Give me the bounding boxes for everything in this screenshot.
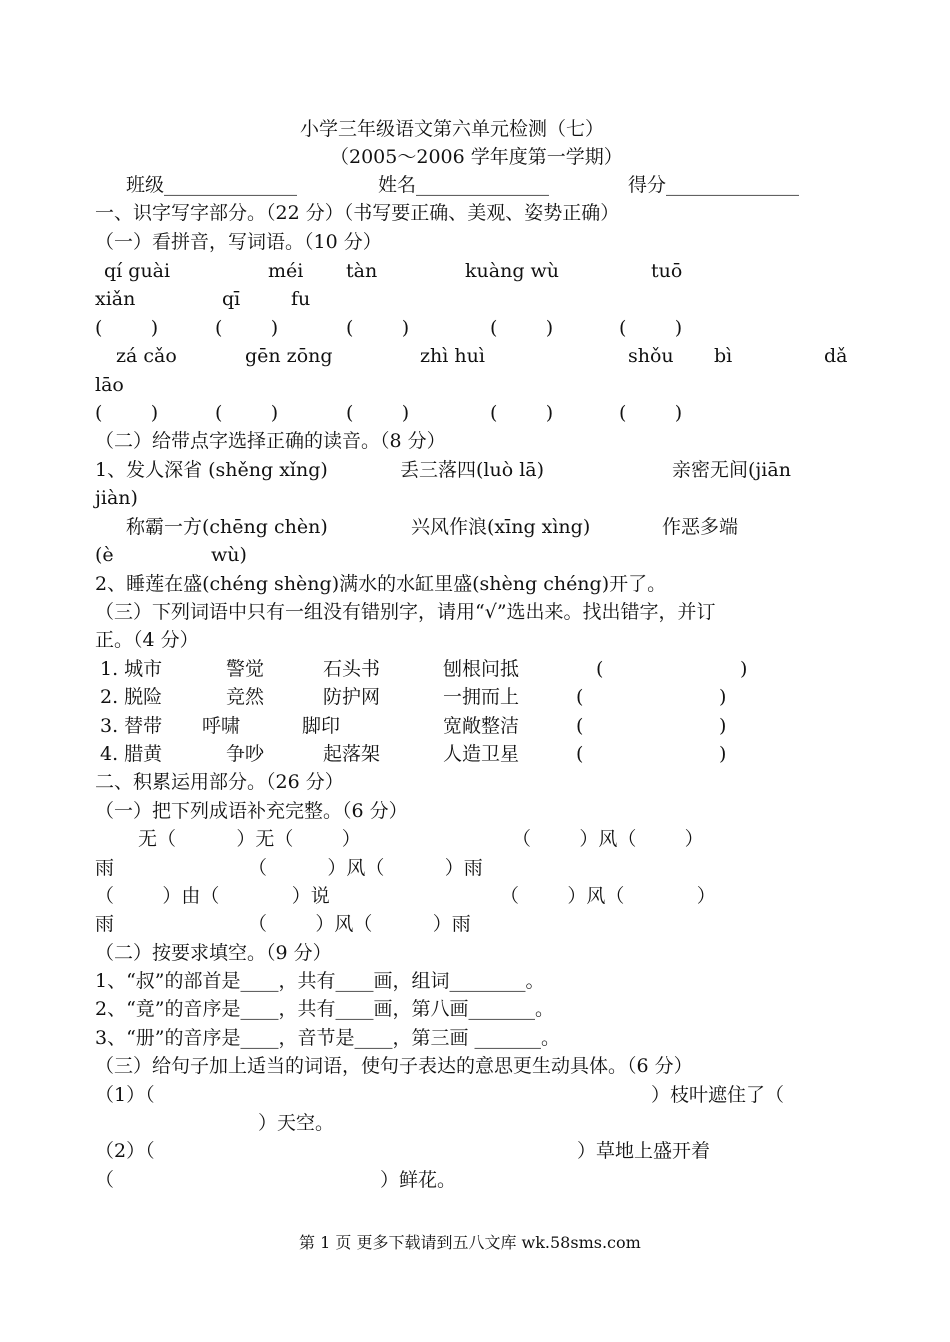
section-2-heading: 二、积累运用部分。（26 分） <box>95 771 344 793</box>
sentence-1-end: ）天空。 <box>258 1112 335 1134</box>
fill-in-question: 1、“叔”的部首是____，共有____画，组词________。 <box>95 970 545 992</box>
question-text: 兴风作浪(xīng xìng) <box>411 516 591 538</box>
idiom-blank: 雨 <box>95 913 115 935</box>
word-item: 刨根问抵 <box>443 658 520 680</box>
sentence-2-end: ）鲜花。 <box>380 1169 457 1191</box>
idiom-blank: （ ）风（ ）雨 <box>248 857 483 879</box>
pinyin: bì <box>714 345 733 367</box>
pinyin: zhì huì <box>420 345 485 367</box>
word-item: 4. 腊黄 <box>100 743 163 765</box>
open-paren: ( <box>596 658 604 680</box>
fill-in-question: 3、“册”的音序是____，音节是____，第三画 _______。 <box>95 1027 561 1049</box>
sentence-1-start: （1）（ <box>95 1084 155 1106</box>
pinyin: fu <box>291 288 311 310</box>
pinyin: zá cǎo <box>116 345 177 367</box>
word-item: 石头书 <box>323 658 381 680</box>
close-paren: ) <box>719 686 727 708</box>
idiom-blank: （ ）风（ ） <box>500 885 716 907</box>
answer-blank: ( ) <box>346 317 410 339</box>
part-1-3-heading-cont: 正。（4 分） <box>95 629 199 651</box>
pinyin: qī <box>222 288 241 310</box>
page-footer: 第 1 页 更多下载请到五八文库 wk.58sms.com <box>299 1233 641 1252</box>
idiom-blank: （ ）由（ ）说 <box>95 885 330 907</box>
idiom-blank: （ ）风（ ） <box>512 828 704 850</box>
question-text: 作恶多端 <box>662 516 739 538</box>
part-2-2-heading: （二）按要求填空。（9 分） <box>95 942 332 964</box>
document-subtitle: （2005～2006 学年度第一学期） <box>330 146 623 168</box>
idiom-blank: 雨 <box>95 857 115 879</box>
close-paren: ) <box>740 658 748 680</box>
pinyin: shǒu <box>628 345 674 367</box>
question-text: jiàn) <box>95 487 138 509</box>
part-1-1-heading: （一）看拼音，写词语。（10 分） <box>95 231 382 253</box>
pinyin: tuō <box>651 260 683 282</box>
answer-blank: ( ) <box>215 317 279 339</box>
answer-blank: ( ) <box>95 402 159 424</box>
part-1-2-heading: （二）给带点字选择正确的读音。（8 分） <box>95 430 446 452</box>
sentence-2-start: （2）（ <box>95 1140 155 1162</box>
close-paren: ) <box>719 715 727 737</box>
answer-blank: ( ) <box>619 402 683 424</box>
pinyin: dǎ <box>824 345 848 367</box>
pinyin: kuàng wù <box>465 260 560 282</box>
word-item: 脚印 <box>302 715 341 737</box>
word-item: 1. 城市 <box>100 658 163 680</box>
word-item: 3. 替带 <box>100 715 163 737</box>
answer-blank: ( ) <box>619 317 683 339</box>
word-item: 争吵 <box>226 743 265 765</box>
answer-blank: ( ) <box>346 402 410 424</box>
open-paren: ( <box>576 743 584 765</box>
class-field: 班级______________ <box>126 174 298 196</box>
question-text: 丢三落四(luò lā) <box>400 459 545 481</box>
answer-blank: ( ) <box>490 402 554 424</box>
word-item: 防护网 <box>323 686 381 708</box>
name-field: 姓名______________ <box>378 174 550 196</box>
part-2-3-heading: （三）给句子加上适当的词语，使句子表达的意思更生动具体。（6 分） <box>95 1055 693 1077</box>
word-item: 警觉 <box>226 658 265 680</box>
pinyin: tàn <box>346 260 378 282</box>
document-title: 小学三年级语文第六单元检测（七） <box>300 118 605 140</box>
pinyin: xiǎn <box>95 288 136 310</box>
pinyin: méi <box>268 260 304 282</box>
word-item: 呼啸 <box>202 715 241 737</box>
open-paren: ( <box>576 686 584 708</box>
close-paren: ) <box>719 743 727 765</box>
idiom-blank: （ ）风（ ）雨 <box>248 913 471 935</box>
question-text: wù) <box>211 544 247 566</box>
word-item: 竞然 <box>226 686 265 708</box>
answer-blank: ( ) <box>490 317 554 339</box>
word-item: 宽敞整洁 <box>443 715 520 737</box>
open-paren: ( <box>576 715 584 737</box>
idiom-blank: 无（ ）无（ ） <box>138 828 361 850</box>
score-field: 得分______________ <box>628 174 800 196</box>
section-1-heading: 一、识字写字部分。（22 分）（书写要正确、美观、姿势正确） <box>95 202 620 224</box>
question-text: 亲密无间(jiān <box>672 459 791 481</box>
answer-blank: ( ) <box>95 317 159 339</box>
part-1-3-heading: （三）下列词语中只有一组没有错别字，请用“√”选出来。找出错字，并订 <box>95 601 716 623</box>
sentence-2-open: （ <box>95 1169 115 1191</box>
fill-in-question: 2、“竟”的音序是____，共有____画，第八画_______。 <box>95 998 555 1020</box>
answer-blank: ( ) <box>215 402 279 424</box>
word-item: 一拥而上 <box>443 686 520 708</box>
question-text: (è <box>95 544 114 566</box>
sentence-1-mid: ）枝叶遮住了（ <box>651 1084 785 1106</box>
sentence-2-mid: ）草地上盛开着 <box>577 1140 711 1162</box>
word-item: 人造卫星 <box>443 743 520 765</box>
pinyin: gēn zōng <box>245 345 333 367</box>
question-text: 2、睡莲在盛(chéng shèng)满水的水缸里盛(shèng chéng)开了。 <box>95 573 667 595</box>
part-2-1-heading: （一）把下列成语补充完整。（6 分） <box>95 800 408 822</box>
word-item: 起落架 <box>323 743 381 765</box>
question-text: 1、发人深省 (shěng xǐng) <box>95 459 328 481</box>
pinyin: lāo <box>95 374 124 396</box>
word-item: 2. 脱险 <box>100 686 163 708</box>
question-text: 称霸一方(chēng chèn) <box>126 516 328 538</box>
pinyin: qí guài <box>104 260 171 282</box>
